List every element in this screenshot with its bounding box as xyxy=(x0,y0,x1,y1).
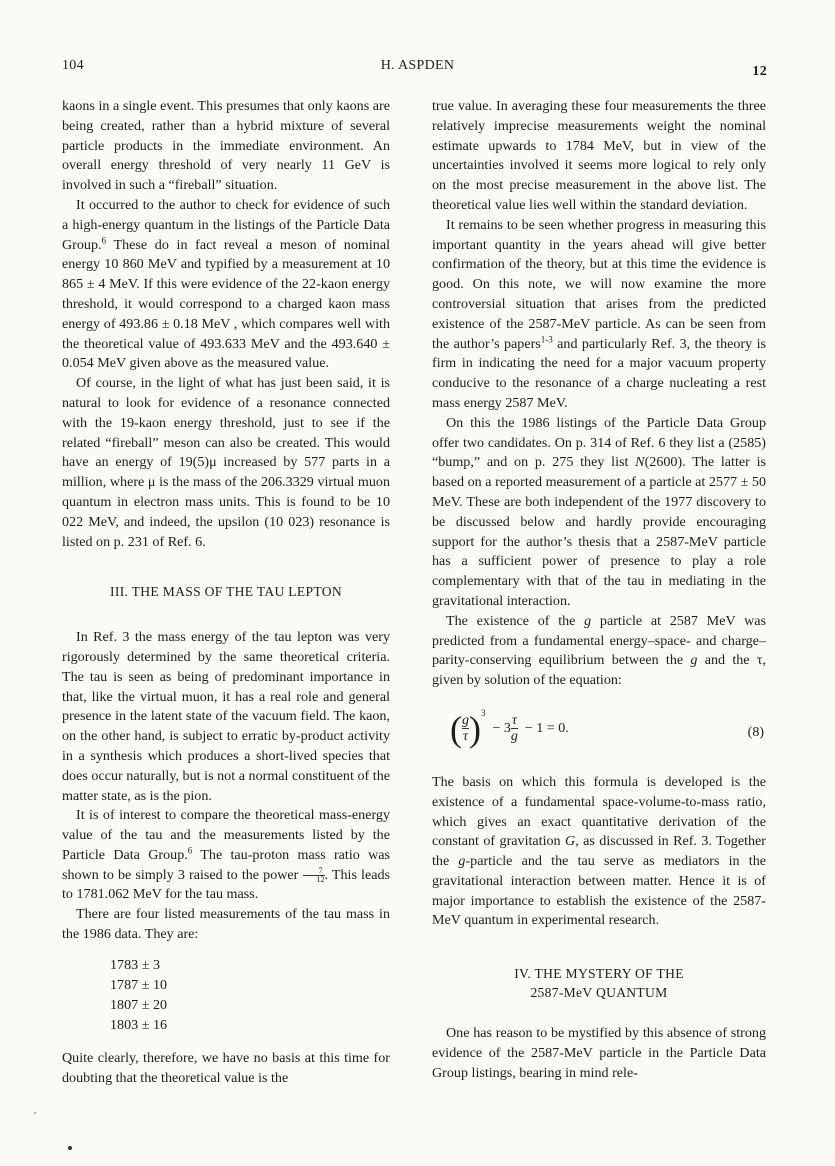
list-item: 1783 ± 3 xyxy=(110,956,161,973)
section-heading: IV. THE MYSTERY OF THE 2587-MeV QUANTUM xyxy=(514,966,684,1001)
list-item: 1787 ± 10 xyxy=(110,976,168,993)
paragraph: The basis on which this formula is developed is the existence of a fundamental space-volume-to-mass ratio, which gives an exact quantitative derivation of the constant of gravitation G, as discussed in Ref. 3. Together the g-particle and the tau serve as mediators in the gravitational interaction between matter. Hence it is of major importance to establish the existence of the 2587-MeV quantum in experimental research. xyxy=(432,773,766,929)
citation-ref: 1-3 xyxy=(540,333,553,344)
equation-8: ( $\frac{g}{\tau}$ )$^3$ − 3 $\frac{\tau}{g}$ − 1 = 0. (8) xyxy=(450,708,764,749)
running-head: H. ASPDEN xyxy=(380,58,455,73)
measurement-list xyxy=(110,955,390,1035)
paragraph: It occurred to the author to check for evidence of such a high-energy quantum in the listings of the Particle Data Group.$^6$ These do in fact reveal a meson of nominal energy 10 860 MeV and typified by a measurement at 10 865 ± 4 MeV. If this were evidence of the 22-kaon energy threshold, it would correspond to a charged kaon mass energy of 493.86 ± 0.18 MeV , which compares well with the theoretical value of 493.633 MeV and the 493.640 ± 0.054 MeV given above as the measured value. xyxy=(62,196,390,372)
paragraph: One has reason to be mystified by this absence of strong evidence of the 2587-MeV particle in the Particle Data Group listings, bearing in mind rele- xyxy=(432,1025,766,1081)
paragraph: There are four listed measurements of the tau mass in the 1986 data. They are: xyxy=(62,906,390,943)
paragraph: It is of interest to compare the theoretical mass-energy value of the tau and the measurements listed by the Particle Data Group.$^6$ The tau-proton mass ratio was shown to be simply 3 raised to the power $\frac{7}{12}$ . This leads to 1781.062 MeV for the tau mass. xyxy=(62,807,390,903)
fraction: $\frac{7}{12}$ xyxy=(303,867,325,884)
right-column xyxy=(432,97,766,1084)
equation-number: (8) xyxy=(747,724,764,740)
volume-number: 12 xyxy=(752,64,767,79)
section-heading: III. THE MASS OF THE TAU LEPTON xyxy=(110,584,342,600)
paragraph: It remains to be seen whether progress in measuring this important quantity in the years ahead will give better confirmation of the theory, but at this time the evidence is good. On this note, we will now examine the more controversial situation that arises from the predicted existence of the 2587-MeV particle. As can be seen from the author’s papers$^{1-3}$ and particularly Ref. 3, the theory is firm in indicating the need for a major vacuum property conducive to the resonance of a charge nucleating a rest mass energy 2587 MeV. xyxy=(432,216,766,411)
paragraph: On this the 1986 listings of the Particle Data Group offer two candidates. On p. 314 of Ref. 6 they list a (2585) “bump,” and on p. 275 they list N(2600). The latter is based on a reported measurement of a particle at 2577 ± 50 MeV. These are both independent of the 1977 discovery to be discussed below and hardly provide encouraging support for the author’s thesis that a 2587-MeV particle has a sufficient power of presence to play a role complementary with that of the tau in mediating in the gravitational interaction. xyxy=(432,414,766,609)
list-item: 1807 ± 20 xyxy=(110,996,168,1013)
citation-ref: 6 xyxy=(187,845,193,856)
list-item: 1803 ± 16 xyxy=(110,1016,168,1033)
paragraph: The existence of the g particle at 2587 MeV was predicted from a fundamental energy–space- and charge–parity-conserving equilibrium between the g and the τ, given by solution of the equation: xyxy=(432,612,767,689)
speck xyxy=(68,1146,72,1150)
speck xyxy=(34,1112,36,1114)
left-column xyxy=(62,97,390,1088)
paragraph: kaons in a single event. This presumes that only kaons are being created, rather than a hybrid mixture of several particle products in the immediate environment. An overall energy threshold of very nearly 11 GeV is involved in such a “fireball” situation. xyxy=(62,98,390,194)
paragraph: Of course, in the light of what has just been said, it is natural to look for evidence of a resonance connected with the 19-kaon energy threshold, just to see if the related “fireball” meson can also be created. This would have an energy of 19(5)μ increased by 577 parts in a million, where μ is the mass of the 206.3329 virtual muon quantum in electron mass units. This is found to be 10 022 MeV, and indeed, the upsilon (10 023) resonance is listed on p. 231 of Ref. 6. xyxy=(62,375,390,550)
paragraph: true value. In averaging these four measurements the three relatively imprecise measurements weight the nominal estimate upwards to 1784 MeV, but in view of the uncertainties involved it seems more logical to rely only on the most precise measurement in the above list. The theoretical value lies well within the standard deviation. xyxy=(432,98,766,213)
paragraph: In Ref. 3 the mass energy of the tau lepton was very rigorously determined by the same theoretical criteria. The tau is seen as being of predominant importance in that, like the virtual muon, it has a real role and general presence in the latent state of the vacuum field. The kaon, on the other hand, is subject to erratic by-product activity in a synthesis which produces a short-lived species that does occur naturally, but is not a normal constituent of the matter state, as is the pion. xyxy=(62,629,390,804)
paragraph: Quite clearly, therefore, we have no basis at this time for doubting that the theoretical value is the xyxy=(62,1049,390,1086)
page-number: 104 xyxy=(62,58,84,73)
citation-ref: 6 xyxy=(101,234,107,245)
